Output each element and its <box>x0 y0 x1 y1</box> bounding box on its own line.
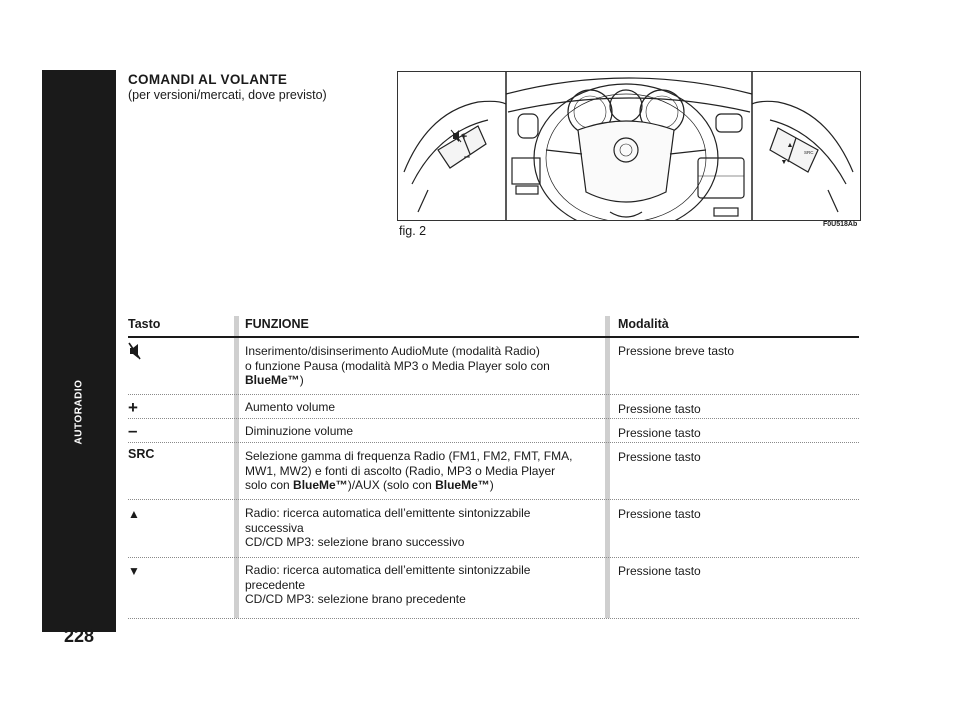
figure-code: F0U518Ab <box>823 221 858 228</box>
fig-src-label: SRC <box>804 150 814 155</box>
function-text: Aumento volume <box>245 400 336 414</box>
header-mode: Modalità <box>618 317 669 331</box>
function-text: Radio: ricerca automatica dell’emittente sintonizzabile precedente CD/CD MP3: selezione brano precedente <box>245 563 531 606</box>
steering-wheel-illustration <box>398 72 860 220</box>
mode-text: Pressione tasto <box>618 564 701 578</box>
section-label: AUTORADIO <box>73 379 85 445</box>
figure-caption: fig. 2 <box>399 224 427 238</box>
fig-down-symbol: ▼ <box>780 159 788 166</box>
mode-text: Pressione tasto <box>618 402 701 416</box>
header-key: Tasto <box>128 317 161 331</box>
page-subtitle: (per versioni/mercati, dove previsto) <box>128 88 327 102</box>
mute-icon <box>128 342 142 363</box>
header-function: FUNZIONE <box>245 317 309 331</box>
fig-up-symbol: ▲ <box>786 142 794 149</box>
section-side-tab <box>42 70 116 632</box>
mode-text: Pressione tasto <box>618 426 701 440</box>
row-separator <box>128 394 859 395</box>
row-separator <box>128 557 859 558</box>
column-divider <box>234 316 239 618</box>
row-separator <box>128 418 859 419</box>
src-key: SRC <box>128 447 155 461</box>
steering-wheel-figure <box>397 71 861 221</box>
row-separator <box>128 618 859 619</box>
header-rule <box>128 336 859 338</box>
function-text: Radio: ricerca automatica dell’emittente sintonizzabile successiva CD/CD MP3: selezione brano successivo <box>245 506 531 549</box>
fig-minus-symbol: – <box>463 151 471 163</box>
fig-plus-symbol: + <box>460 131 468 143</box>
function-text: Inserimento/disinserimento AudioMute (modalità Radio) o funzione Pausa (modalità MP3 o Media Player solo con BlueMe™) <box>245 344 550 387</box>
down-arrow-key: ▼ <box>128 564 140 578</box>
mode-text: Pressione tasto <box>618 507 701 521</box>
function-text: Selezione gamma di frequenza Radio (FM1, FM2, FMT, FMA, MW1, MW2) e fonti di ascolto (Radio, MP3 o Media Player solo con BlueMe™)/AUX (solo con BlueMe™) <box>245 449 573 492</box>
mode-text: Pressione breve tasto <box>618 344 735 358</box>
column-divider <box>605 316 610 618</box>
minus-key: – <box>128 421 138 440</box>
page-number: 228 <box>63 626 95 646</box>
page-title: COMANDI AL VOLANTE <box>128 72 288 87</box>
function-text: Diminuzione volume <box>245 424 354 438</box>
row-separator <box>128 499 859 500</box>
row-separator <box>128 442 859 443</box>
up-arrow-key: ▲ <box>128 507 140 521</box>
plus-key: + <box>128 398 138 417</box>
mode-text: Pressione tasto <box>618 450 701 464</box>
